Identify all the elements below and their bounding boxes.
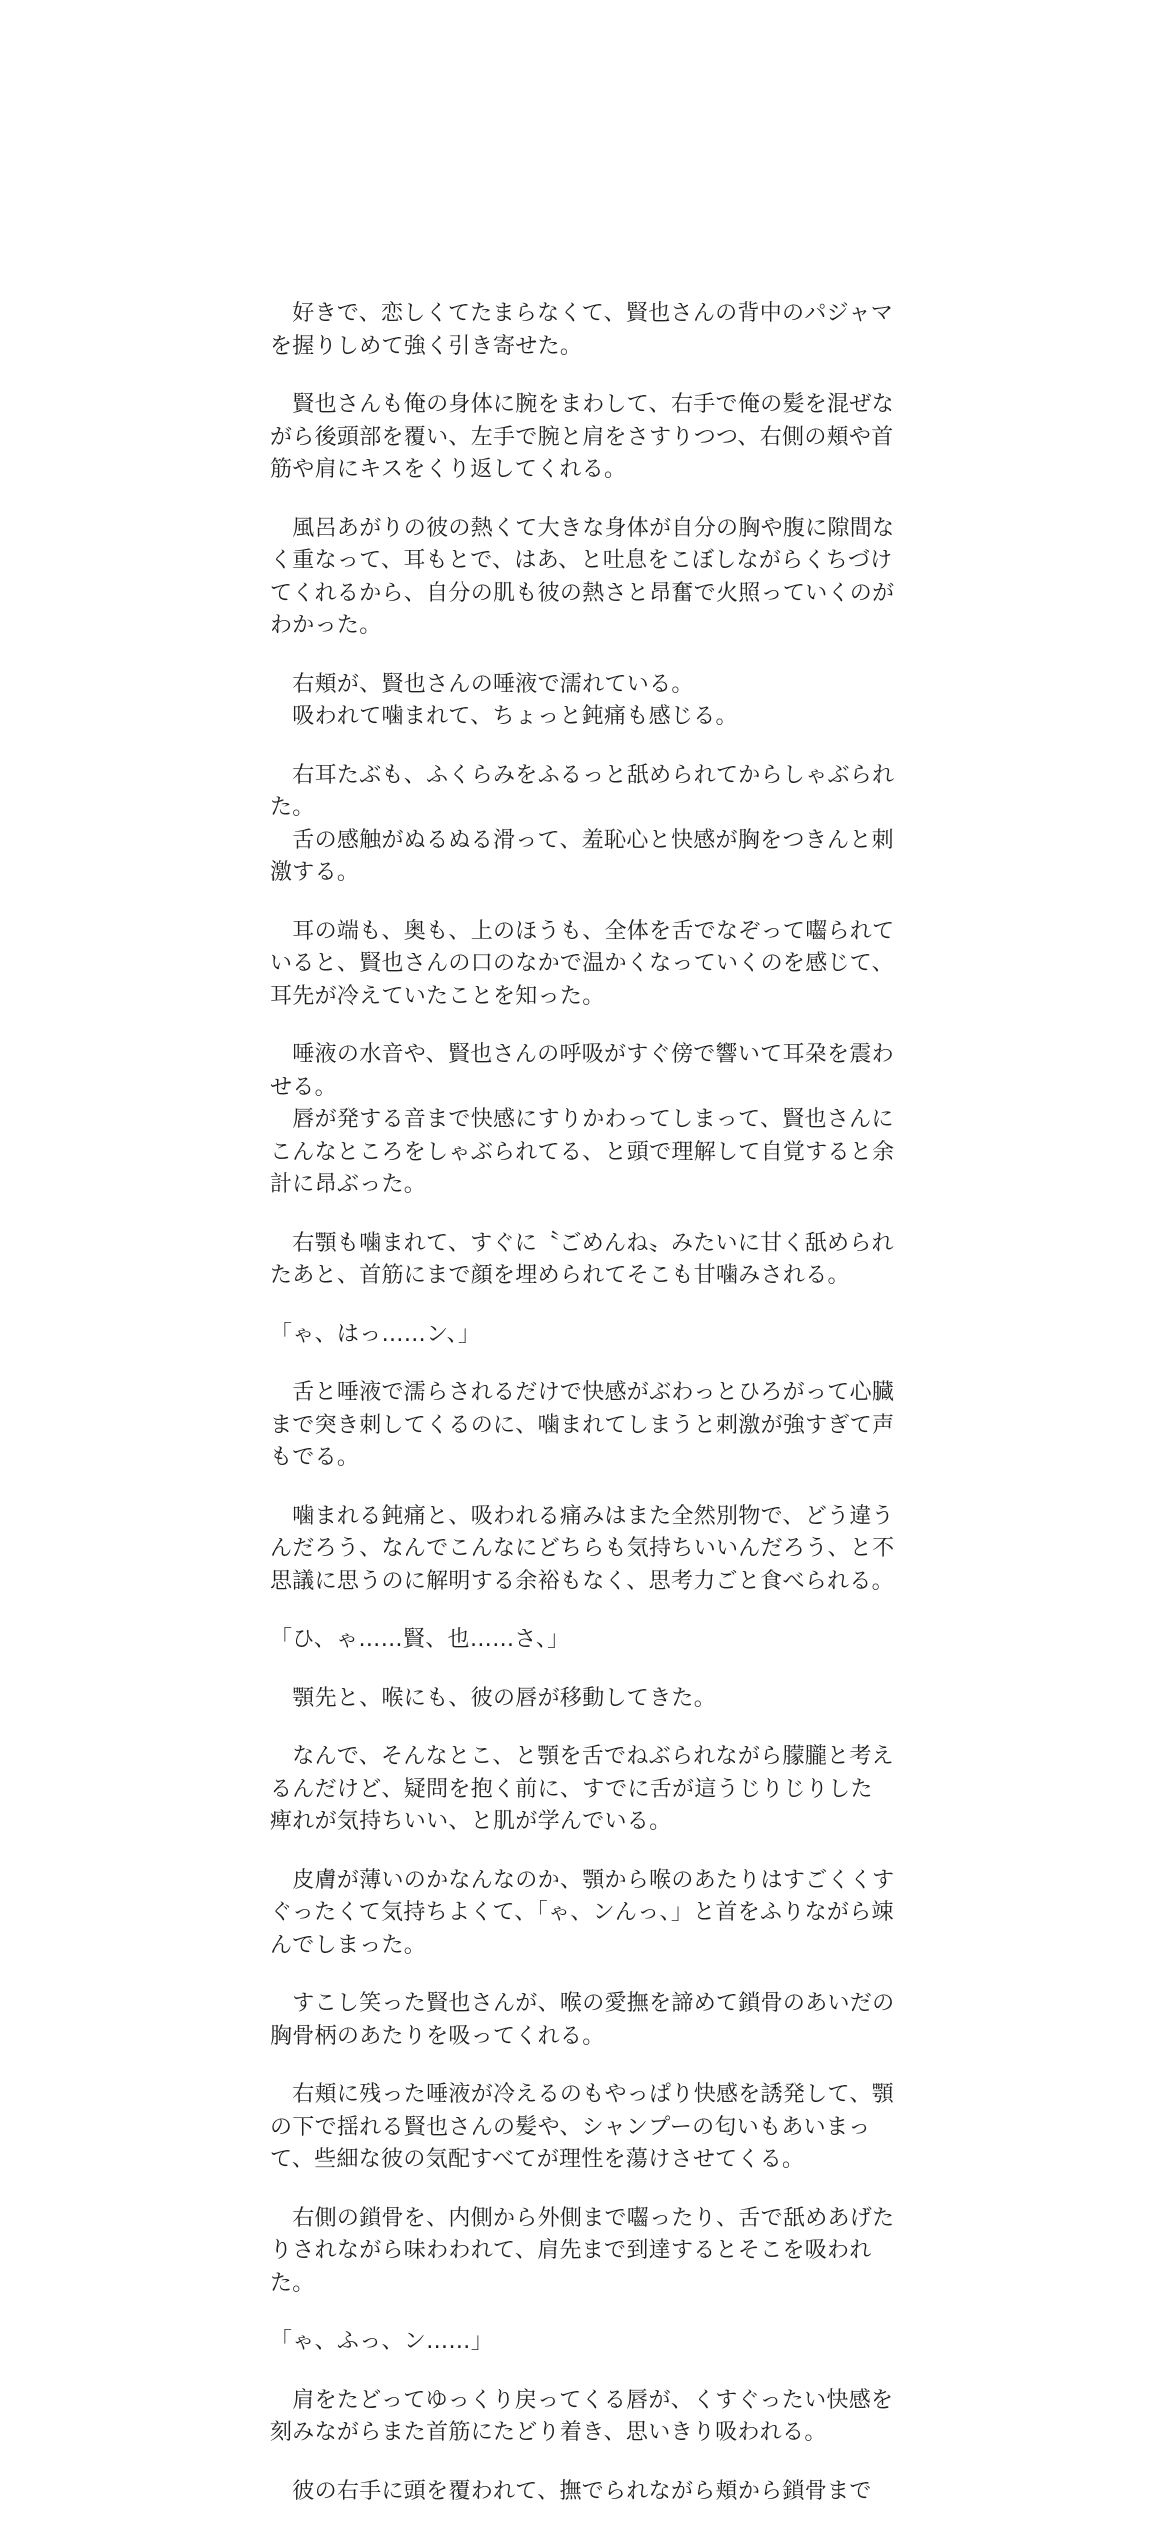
paragraph: 舌と唾液で濡らされるだけで快感がぶわっとひろがって心臓まで突き刺してくるのに、噛まれてしまうと刺激が強すぎて声もでる。 [270,1380,895,1470]
story-text [270,298,895,2532]
paragraph: 右耳たぶも、ふくらみをふるっと舐められてからしゃぶられた。 舌の感触がぬるぬる滑って、羞恥心と快感が胸をつきんと刺激する。 [270,762,895,885]
paragraph: 肩をたどってゆっくり戻ってくる唇が、くすぐったい快感を刻みながらまた首筋にたどり着き、思いきり吸われる。 [270,2387,894,2445]
dialogue-line: 「ゃ、ふっ、ン……」 [270,2329,494,2354]
paragraph: 右顎も噛まれて、すぐに〝ごめんね〟みたいに甘く舐められたあと、首筋にまで顔を埋められてそこも甘噛みされる。 [270,1230,894,1288]
paragraph: 彼の右手に頭を覆われて、撫でられながら頬から鎖骨まで [270,2478,872,2504]
paragraph: 顎先と、喉にも、彼の唇が移動してきた。 [270,1685,717,1711]
paragraph: 唾液の水音や、賢也さんの呼吸がすぐ傍で響いて耳朶を震わせる。 唇が発する音まで快感にすりかわってしまって、賢也さんにこんなところをしゃぶられてる、と頭で理解して自覚すると余計に昂ぶった。 [270,1042,895,1197]
paragraph: 皮膚が薄いのかなんなのか、顎から喉のあたりはすごくくすぐったくて気持ちよくて、「ゃ、ンんっ、」と首をふりながら竦んでしまった。 [270,1867,895,1958]
paragraph: すこし笑った賢也さんが、喉の愛撫を諦めて鎖骨のあいだの胸骨柄のあたりを吸ってくれる。 [270,1991,895,2049]
paragraph: 右側の鎖骨を、内側から外側まで囓ったり、舌で舐めあげたりされながら味わわれて、肩先まで到達するとそこを吸われた。 [270,2205,895,2296]
paragraph: 風呂あがりの彼の熱くて大きな身体が自分の胸や腹に隙間なく重なって、耳もとで、はあ、と吐息をこぼしながらくちづけてくれるから、自分の肌も彼の熱さと昂奮で火照っていくのがわかった。 [270,515,895,638]
paragraph: 右頬が、賢也さんの唾液で濡れている。 吸われて噛まれて、ちょっと鈍痛も感じる。 [292,671,738,729]
paragraph: 耳の端も、奥も、上のほうも、全体を舌でなぞって囓られていると、賢也さんの口のなかで温かくなっていくのを感じて、耳先が冷えていたことを知った。 [270,918,895,1009]
paragraph: 右頬に残った唾液が冷えるのもやっぱり快感を誘発して、顎の下で揺れる賢也さんの髪や、シャンプーの匂いもあいまって、些細な彼の気配すべてが理性を蕩けさせてくる。 [270,2082,894,2172]
dialogue-line: 「ゃ、はっ……ン、」 [270,1321,481,1347]
paragraph: 噛まれる鈍痛と、吸われる痛みはまた全然別物で、どう違うんだろう、なんでこんなにどちらも気持ちいいんだろう、と不思議に思うのに解明する余裕もなく、思考力ごと食べられる。 [270,1503,895,1594]
paragraph: 好きで、恋しくてたまらなくて、賢也さんの背中のパジャマを握りしめて強く引き寄せた。 [270,301,894,359]
paragraph: なんで、そんなとこ、と顎を舌でねぶられながら朦朧と考えるんだけど、疑問を抱く前に、すでに舌が這うじりじりした痺れが気持ちいい、と肌が学んでいる。 [270,1744,894,1834]
dialogue-line: 「ひ、ゃ……賢、也……さ、」 [270,1627,570,1652]
paragraph: 賢也さんも俺の身体に腕をまわして、右手で俺の髪を混ぜながら後頭部を覆い、左手で腕と肩をさすりつつ、右側の頬や首筋や肩にキスをくり返してくれる。 [270,392,894,482]
